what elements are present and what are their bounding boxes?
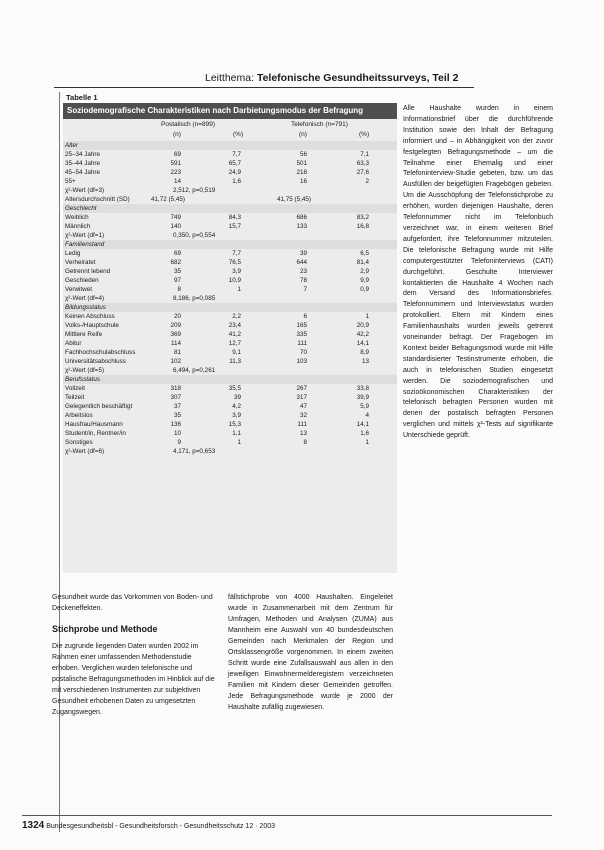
table-section-row: [63, 375, 397, 384]
table-row: [63, 276, 397, 285]
row-label: Verwitwet: [65, 286, 92, 293]
table-cell: 6,5: [360, 250, 369, 257]
table-cell: 7,1: [360, 151, 369, 158]
table-cell: 42,2: [356, 331, 369, 338]
table-row: [63, 159, 397, 168]
table-cell: 682: [170, 259, 181, 266]
table-row: [63, 384, 397, 393]
table-section-row: [63, 141, 397, 150]
row-label: Geschieden: [65, 277, 99, 284]
table-cell: 749: [170, 214, 181, 221]
table-cell: 15,3: [228, 421, 241, 428]
table-cell: 14: [173, 178, 181, 185]
row-label: Berufsstatus: [65, 376, 100, 383]
table-cell: 69: [173, 250, 181, 257]
col-unit: (%): [359, 131, 370, 138]
table-cell: 7: [303, 286, 307, 293]
row-label: Altersdurchschnitt (SD): [65, 196, 130, 203]
table-cell: 318: [170, 385, 181, 392]
row-label: 25–34 Jahre: [65, 151, 101, 158]
table-row: [63, 348, 397, 357]
table-cell: 501: [296, 160, 307, 167]
table-cell: 23: [299, 268, 307, 275]
table-cell: 2,2: [232, 313, 241, 320]
left-column: [52, 592, 217, 718]
row-label: Alter: [65, 142, 78, 149]
table-row: [63, 267, 397, 276]
row-label: Vollzeit: [65, 385, 85, 392]
table-cell: 35,5: [228, 385, 241, 392]
table-cell: 114: [170, 340, 181, 347]
table-cell: 1: [365, 313, 369, 320]
row-label: Abitur: [65, 340, 82, 347]
table-cell: 7,7: [232, 151, 241, 158]
left-intro: Gesundheit wurde das Vorkommen von Boden- und Deckeneffekten.: [52, 594, 213, 612]
table-cell: 35: [173, 412, 181, 419]
row-label: χ²-Wert (df=3): [65, 187, 105, 194]
table-cell: 84,3: [228, 214, 241, 221]
table-row: [63, 150, 397, 159]
table-cell: 9,1: [232, 349, 241, 356]
table-cell: 76,5: [228, 259, 241, 266]
table-row: [63, 222, 397, 231]
table-row: [63, 177, 397, 186]
table-cell: 9,9: [360, 277, 369, 284]
col-group-phone: Telefonisch (n=791): [291, 121, 348, 128]
row-stat: 0,350, p=0,554: [173, 232, 216, 239]
row-label: Arbeitslos: [65, 412, 93, 419]
row-label: χ²-Wert (df=6): [65, 448, 105, 455]
table-cell: 165: [296, 322, 307, 329]
table-cell: 1,6: [232, 178, 241, 185]
left-body: Die zugrunde liegenden Daten wurden 2002 im Rahmen einer umfassenden Methodenstudie erhoben. Verglichen wurden telefonische und postalische Befragungsmethoden im Hinblick auf die mit verschiedenen Instrumenten zur subjektiven Gesundheit erhobenen Daten zu umgesetzten Zugangswegen.: [52, 643, 215, 716]
table-cell: 223: [170, 169, 181, 176]
header-lead: Leitthema:: [205, 72, 255, 84]
col-unit: (n): [173, 131, 181, 138]
row-label: Student/in, Rentner/in: [65, 430, 126, 437]
row-label: Teilzeit: [65, 394, 85, 401]
table-stat-row: [63, 447, 397, 456]
row-label: Getrennt lebend: [65, 268, 111, 275]
table-row: [63, 357, 397, 366]
footer: [22, 820, 275, 831]
table-stat-row: [63, 366, 397, 375]
table-cell: 307: [170, 394, 181, 401]
table-cell: 35: [173, 268, 181, 275]
table-cell: 14,1: [356, 340, 369, 347]
table-cell: 209: [170, 322, 181, 329]
row-label: Keinen Abschluss: [65, 313, 115, 320]
table-cell: 65,7: [228, 160, 241, 167]
row-label: 35–44 Jahre: [65, 160, 101, 167]
col-unit: (%): [233, 131, 244, 138]
table-cell: 8: [177, 286, 181, 293]
table-cell: 2: [365, 178, 369, 185]
table-cell: 13: [361, 358, 369, 365]
table-section-row: [63, 204, 397, 213]
table-cell: 317: [296, 394, 307, 401]
row-stat: 4,171, p=0,653: [173, 448, 216, 455]
table-row: [63, 168, 397, 177]
row-label: 55+: [65, 178, 76, 185]
table-cell: 136: [170, 421, 181, 428]
table-row: [63, 195, 397, 204]
table-cell: 4,2: [232, 403, 241, 410]
journal-citation: Bundesgesundheitsbl - Gesundheitsforsch - Gesundheitsschutz 12 · 2003: [46, 823, 276, 830]
table-cell: 69: [173, 151, 181, 158]
table-cell: 63,3: [356, 160, 369, 167]
table-cell: 644: [296, 259, 307, 266]
table-cell: 41,72 (5,45): [151, 196, 185, 203]
table-cell: 11,3: [229, 358, 241, 365]
table-section-row: [63, 303, 397, 312]
table-cell: 9: [177, 439, 181, 446]
table-cell: 2,9: [360, 268, 369, 275]
table-cell: 47: [299, 403, 307, 410]
table-row: [63, 213, 397, 222]
table-cell: 591: [170, 160, 181, 167]
table-cell: 1,1: [232, 430, 241, 437]
footer-rule: [22, 815, 552, 816]
table-cell: 16,8: [356, 223, 369, 230]
table-cell: 32: [299, 412, 307, 419]
table-cell: 1,6: [360, 430, 369, 437]
table-stat-row: [63, 294, 397, 303]
table-row: [63, 411, 397, 420]
table-cell: 81: [173, 349, 181, 356]
row-label: Verheiratet: [65, 259, 96, 266]
row-label: χ²-Wert (df=1): [65, 232, 105, 239]
table-cell: 41,2: [228, 331, 241, 338]
table-cell: 23,4: [228, 322, 241, 329]
table-cell: 103: [296, 358, 307, 365]
row-stat: 8,186, p=0,085: [173, 295, 216, 302]
row-label: Mittlere Reife: [65, 331, 103, 338]
table-row: [63, 393, 397, 402]
right-column-text: Alle Haushalte wurden in einem Informationsbrief über die durchführende Institution sowie den Inhalt der Befragung informiert und – in Abhängigkeit von der zuvor festgelegten Befragungsmethode – um die Teilnahme einer Ehemalig und einer Telefoninterview-Studie gebeten, bzw. um das Ausfüllen der beigefügten Fragebögen gebeten. Um die Ausschöpfung der Telefonstichprobe zu erhöhen, wurden diejenigen Haushalte, deren Telefonnummer nicht im Telefonbuch verzeichnet war, in einem weiteren Brief aufgefordert, ihre Telefonnummer mitzuteilen. Die telefonische Befragung wurde mit Hilfe computergestützter Telefoninterviews (CATI) durchgeführt. Geschulte Interviewer kontaktierten die Haushalte 4 Wochen nach dem Versand des Informationsbriefes. Telefonnummern und Interviewstatus wurden protokolliert. Eltern mit Kindern eines Familienhaushalts wurden jeweils getrennt voneinander befragt. Der Fragebogen im Kontext beider Befragungsmodi wurde mit Hilfe standardisierter Testinstrumente erhoben, die auch in telefonischen Studien eingesetzt werden. Die soziodemografischen und sozioökonomischen Charakteristiken der telefonisch befragten Personen wurden mit denen der postalisch befragten Personen verglichen und mittels χ²-Tests auf signifikante Unterschiede geprüft.: [403, 105, 553, 440]
table-cell: 81,4: [356, 259, 369, 266]
table-cell: 13: [299, 430, 307, 437]
table-stat-row: [63, 231, 397, 240]
table-cell: 10,9: [228, 277, 241, 284]
table-row: [63, 285, 397, 294]
table-section-row: [63, 240, 397, 249]
table-stat-row: [63, 186, 397, 195]
row-label: Sonstiges: [65, 439, 93, 446]
row-label: Ledig: [65, 250, 81, 257]
table-cell: 33,8: [356, 385, 369, 392]
table-cell: 686: [296, 214, 307, 221]
row-label: Geschlecht: [65, 205, 97, 212]
table-row: [63, 312, 397, 321]
table-row: [63, 249, 397, 258]
row-label: χ²-Wert (df=5): [65, 367, 105, 374]
table-cell: 1: [237, 439, 241, 446]
table-cell: 8: [303, 439, 307, 446]
table-cell: 78: [299, 277, 307, 284]
table-cell: 335: [296, 331, 307, 338]
table-cell: 20: [173, 313, 181, 320]
table-cell: 8,9: [360, 349, 369, 356]
table-cell: 102: [170, 358, 181, 365]
table-cell: 1: [365, 439, 369, 446]
table-cell: 267: [296, 385, 307, 392]
table-column-header: [63, 119, 397, 141]
table-cell: 7,7: [232, 250, 241, 257]
row-stat: 2,512, p=0,519: [173, 187, 216, 194]
table-cell: 16: [299, 178, 307, 185]
table-row: [63, 429, 397, 438]
header-title: Telefonische Gesundheitssurveys, Teil 2: [254, 72, 459, 84]
section-heading: Stichprobe und Methode: [52, 624, 158, 634]
table-cell: 133: [296, 223, 307, 230]
table-cell: 218: [296, 169, 307, 176]
middle-column-text: fällstichprobe von 4000 Haushalten. Eingeleitet wurde in Zusammenarbeit mit dem Zentrum für Umfragen, Methoden und Analysen (ZUMA) aus Mannheim eine Auswahl von 40 bundesdeutschen Gemeinden nach Merkmalen der Region und Ortsklassengröße vorgenommen. In einem zweiten Schritt wurde eine Zufallsauswahl aus allen in den jeweiligen Einwohnermelderegistern verzeichneten Familien mit Kindern dieser Gemeinden getroffen. Jede Befragungsmethode wurde je 2000 der Haushalte zufällig zugewiesen.: [228, 594, 393, 711]
header-rule: [54, 87, 474, 88]
table-body: [63, 141, 397, 456]
table-cell: 37: [173, 403, 181, 410]
table-cell: 97: [173, 277, 181, 284]
row-label: 45–54 Jahre: [65, 169, 101, 176]
table-cell: 83,2: [356, 214, 369, 221]
table-cell: 6: [303, 313, 307, 320]
margin-rule: [59, 92, 60, 832]
table-cell: 14,1: [356, 421, 369, 428]
table-cell: 3,9: [232, 412, 241, 419]
row-label: χ²-Wert (df=4): [65, 295, 105, 302]
table-cell: 56: [299, 151, 307, 158]
table-cell: 111: [297, 421, 307, 428]
table-cell: 140: [170, 223, 181, 230]
table-row: [63, 420, 397, 429]
table-cell: 27,6: [356, 169, 369, 176]
table-row: [63, 258, 397, 267]
table-cell: 39: [233, 394, 241, 401]
table-cell: 111: [297, 340, 307, 347]
row-label: Familienstand: [65, 241, 105, 248]
row-label: Männlich: [65, 223, 91, 230]
page-number: 1324: [22, 820, 45, 831]
table-cell: 1: [237, 286, 241, 293]
table-cell: 24,9: [228, 169, 241, 176]
table-cell: 10: [173, 430, 181, 437]
col-group-postal: Postalisch (n=899): [161, 121, 216, 128]
table-cell: 369: [170, 331, 181, 338]
table-cell: 39,9: [356, 394, 369, 401]
table-cell: 3,9: [232, 268, 241, 275]
table-cell: 20,9: [356, 322, 369, 329]
row-label: Gelegentlich beschäftigt: [65, 403, 133, 410]
table-row: [63, 321, 397, 330]
table-cell: 15,7: [228, 223, 241, 230]
row-label: Fachhochschulabschluss: [65, 349, 136, 356]
table-row: [63, 339, 397, 348]
table-cell: 70: [299, 349, 307, 356]
row-label: Bildungsstatus: [65, 304, 106, 311]
table-cell: 39: [299, 250, 307, 257]
table-cell: 5,9: [360, 403, 369, 410]
table-row: [63, 402, 397, 411]
table-cell: 0,9: [360, 286, 369, 293]
row-label: Weiblich: [65, 214, 89, 221]
running-header: [205, 72, 458, 84]
row-label: Universitätsabschluss: [65, 358, 126, 365]
row-stat: 6,494, p=0,261: [173, 367, 216, 374]
row-label: Hausfrau/Hausmann: [65, 421, 123, 428]
table-row: [63, 330, 397, 339]
table-cell: 12,7: [228, 340, 241, 347]
table-1: [63, 103, 397, 573]
col-unit: (n): [299, 131, 307, 138]
table-row: [63, 438, 397, 447]
table-title: Soziodemografische Charakteristiken nach Darbietungsmodus der Befragung: [63, 103, 397, 119]
row-label: Volks-/Hauptschule: [65, 322, 119, 329]
table-cell: 41,75 (5,45): [277, 196, 311, 203]
table-cell: 4: [365, 412, 369, 419]
table-label: Tabelle 1: [66, 93, 98, 102]
